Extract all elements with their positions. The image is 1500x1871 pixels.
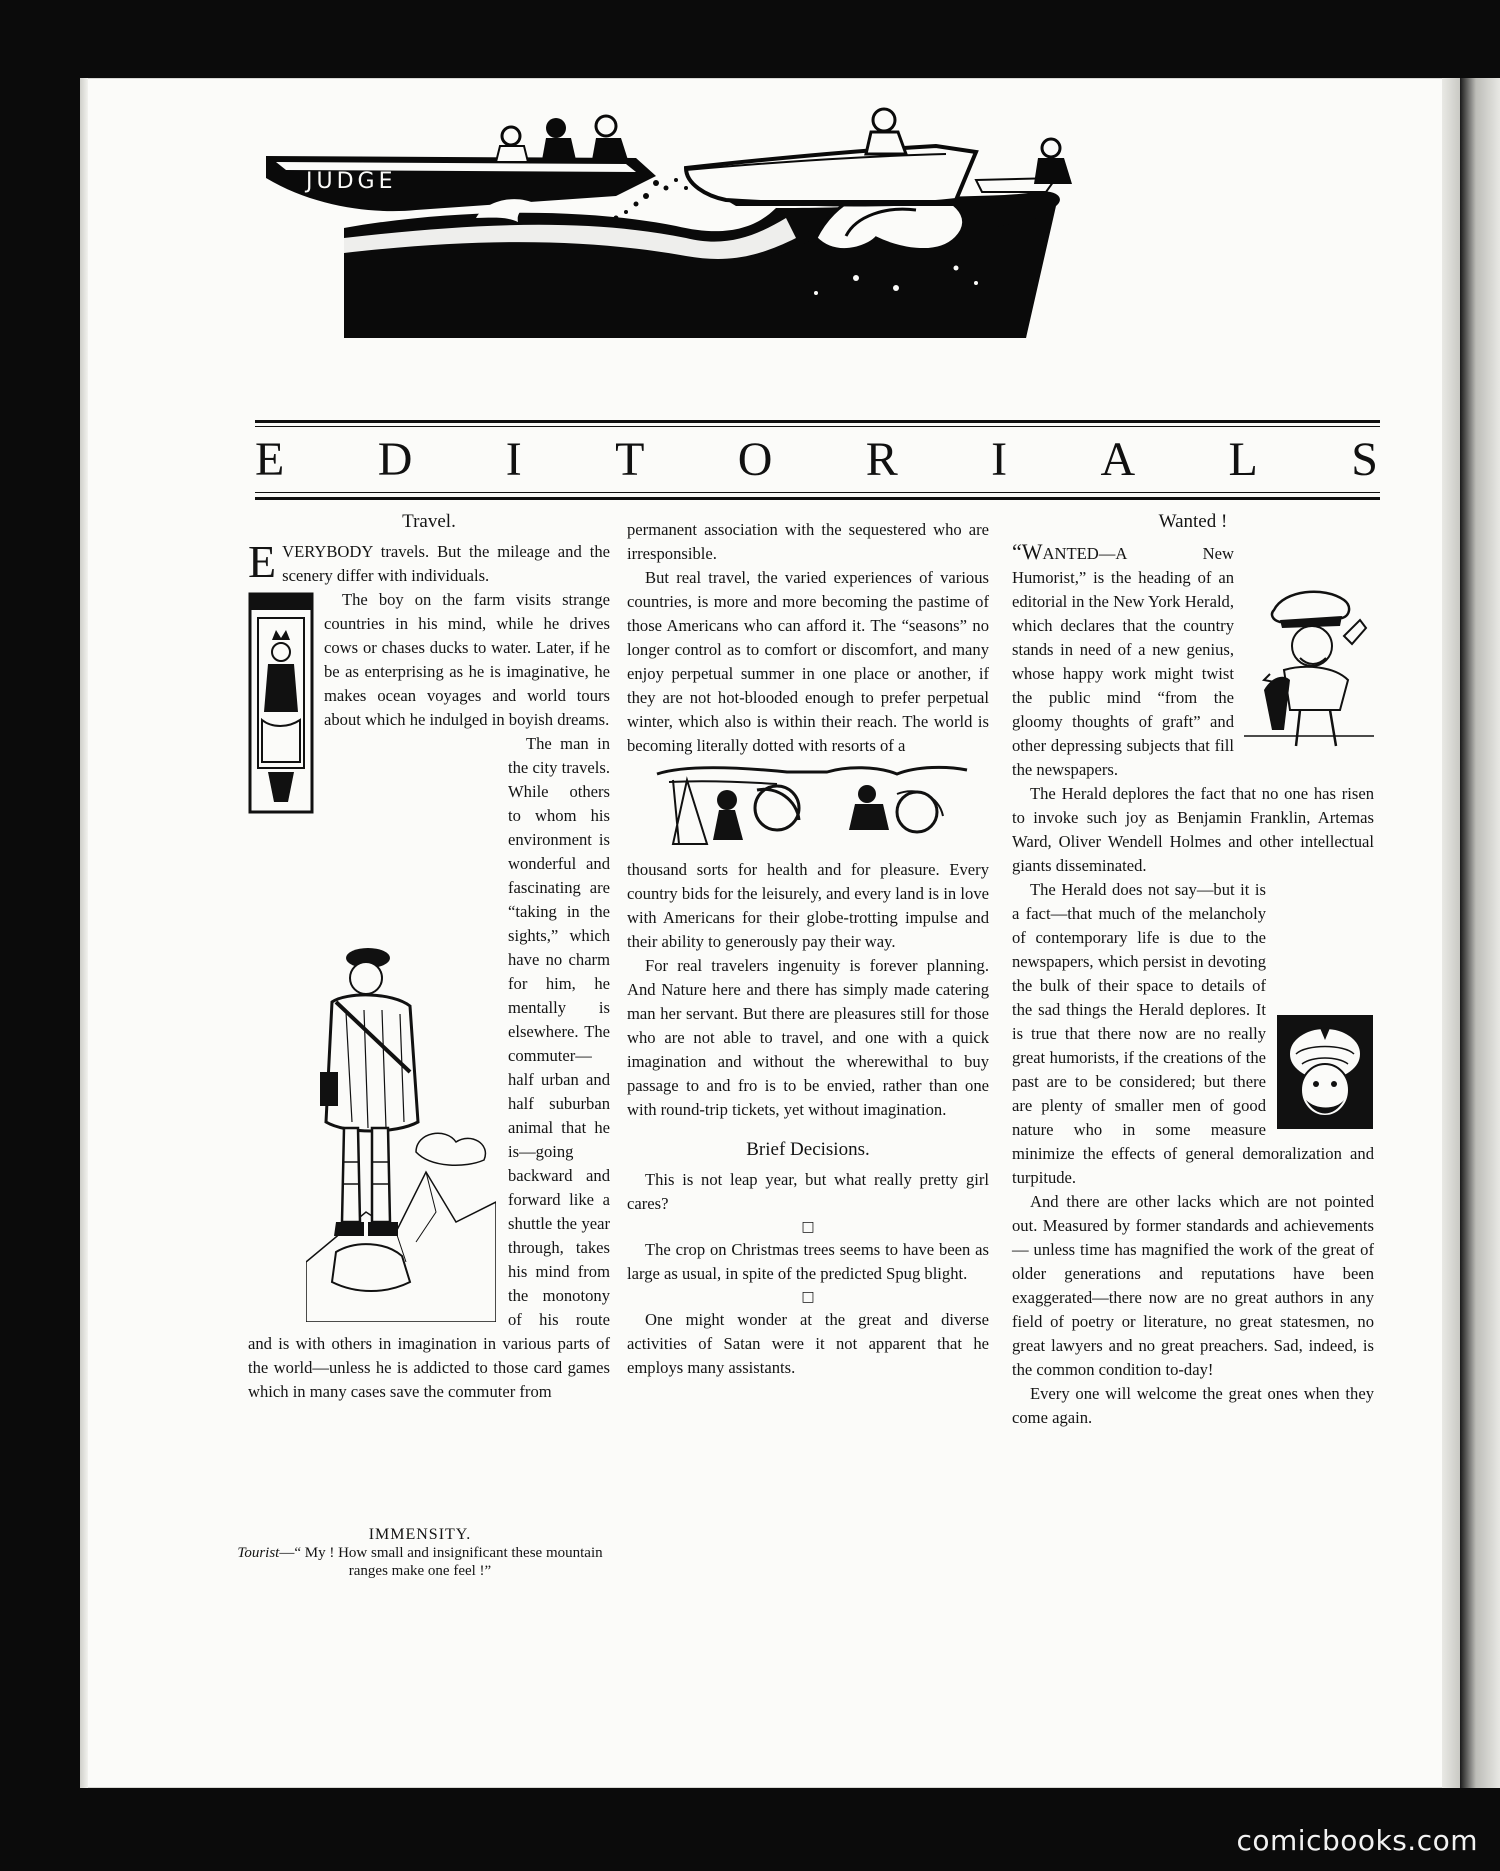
travel-paragraph-1: EVERYBODY travels. But the mileage and the scenery differ with individuals.	[248, 536, 610, 587]
page-binding-edge	[80, 78, 88, 1788]
tourist-cartoon-illustration	[306, 922, 496, 1322]
wanted-paragraph-4: And there are other lacks which are not pointed out. Measured by former standards and achievements — unless time has magnified the work of the great of older generations and reputations have been exaggerated—there now are no great authors in any field of poetry or literature, no great statesmen, no great lawyers and no great preachers. Sad, indeed, is the common condition to-day!	[1012, 1192, 1374, 1379]
separator-box-icon: □	[801, 1219, 815, 1235]
boat-label: JUDGE	[306, 169, 397, 194]
ornament-figure-icon	[248, 592, 314, 814]
heading-rule-top	[255, 420, 1380, 423]
heading-letter: I	[991, 433, 1010, 486]
heading-letter: T	[615, 433, 647, 486]
article-title-wanted: Wanted !	[1158, 511, 1228, 532]
wanted-paragraph-3: The Herald does not say—but it is a fact—that much of the melancholy of contemporary life is due to the newspapers, which persist in devoting the bulk of their space to details of the sad things the Herald deplores. It is true that there now are no really great humorists, if the creations of the past are to be considered; but there are plenty of smaller men of good nature who in some measure minimize the effects of general demoralization and turpitude.	[1012, 880, 1374, 1187]
brief-item: This is not leap year, but what really pretty girl cares?	[627, 1170, 989, 1213]
turbaned-figure-illustration	[1276, 1014, 1374, 1130]
heading-rule-top-thin	[255, 426, 1380, 427]
cartoon-caption	[220, 1526, 620, 1580]
column-wanted	[1012, 510, 1374, 1430]
article-title-travel: Travel.	[402, 511, 456, 532]
separator-box-icon: □	[801, 1289, 815, 1305]
page-gutter-shadow	[1442, 78, 1460, 1788]
boat-race-illustration	[256, 88, 1126, 398]
caricature-illustration	[1244, 580, 1374, 750]
brief-item: One might wonder at the great and diverse activities of Satan were it not apparent that he employs many assistants.	[627, 1310, 989, 1377]
heading-letter: A	[1100, 433, 1138, 486]
heading-letter: L	[1228, 433, 1260, 486]
wanted-paragraph-2: The Herald deplores the fact that no one has risen to invoke such joy as Benjamin Franklin, Artemas Ward, Oliver Wendell Holmes and other intellectual giants disseminated.	[1012, 784, 1374, 875]
adjacent-page-edge	[1460, 78, 1500, 1788]
cartoon-quote: Tourist—“ My ! How small and insignificant these mountain ranges make one feel !”	[237, 1545, 603, 1579]
travel-paragraph-2: The boy on the farm visits strange countries in his mind, while he drives cows or chases ducks to water. Later, if he be as enterprising as he is imaginative, he makes ocean voyages and world tours about which he indulged in boyish dreams.	[324, 590, 610, 729]
travel-paragraph-6: thousand sorts for health and for pleasure. Every country bids for the leisurely, and every land is in love with Americans for their globe-trotting impulse and their ability to generously pay their way.	[627, 860, 989, 951]
travel-paragraph-4: permanent association with the sequestered who are irresponsible.	[627, 520, 989, 563]
heading-letter: S	[1351, 433, 1380, 486]
wanted-paragraph-5: Every one will welcome the great ones when they come again.	[1012, 1384, 1374, 1427]
decorative-vignette-illustration	[627, 760, 989, 852]
travel-paragraph-5: But real travel, the varied experiences of various countries, is more and more becoming the pastime of those Americans who can afford it. The “seasons” no longer control as to comfort or discomfort, and many enjoy perpetual summer in one place or another, if they are not hot-blooded enough to prefer perpetual winter, which also is within their reach. The world is becoming literally dotted with resorts of a	[627, 568, 989, 755]
drop-cap: E	[248, 536, 277, 587]
heading-letter: I	[505, 433, 524, 486]
heading-rule-bottom	[255, 497, 1380, 500]
heading-letter: D	[377, 433, 415, 486]
heading-letter: E	[255, 433, 287, 486]
site-watermark: comicbooks.com	[1236, 1824, 1478, 1857]
section-heading	[255, 432, 1380, 487]
column-travel	[248, 510, 610, 1404]
travel-paragraph-3: The man in the city travels. While others to whom his environment is wonderful and fascinating are “taking in the sights,” which have no charm for him, he mentally is elsewhere. The commuter—half urban and half suburban animal that he is—going backward and forward like a shuttle the year through, takes his mind from the monotony of his route and is with others in imagination in various parts of the world—unless he is addicted to those card games which in many cases save the commuter from	[248, 734, 610, 1401]
brief-item: The crop on Christmas trees seems to have been as large as usual, in spite of the predicted Spug blight.	[627, 1240, 989, 1283]
article-title-brief-decisions: Brief Decisions.	[746, 1139, 870, 1160]
heading-letter: O	[737, 433, 775, 486]
cartoon-title: IMMENSITY.	[368, 1526, 472, 1543]
wanted-paragraph-1: “WANTED—A New Humorist,” is the heading of an editorial in the New York Herald, which declares that the country stands in need of a new genius, whose happy work might twist the public mind “from the gloomy thoughts of graft” and other depressing subjects that fill the newspapers.	[1012, 540, 1374, 782]
travel-paragraph-7: For real travelers ingenuity is forever planning. And Nature here and there has simply made catering man her servant. But there are pleasures still for those who are not able to travel, and one with a quick imagination and without the wherewithal to buy passage to and fro is to be envied, rather than one with round-trip tickets, yet without imagination.	[627, 956, 989, 1119]
heading-rule-bottom-thin	[255, 492, 1380, 493]
heading-letter: R	[865, 433, 900, 486]
column-travel-continued	[627, 518, 989, 1380]
